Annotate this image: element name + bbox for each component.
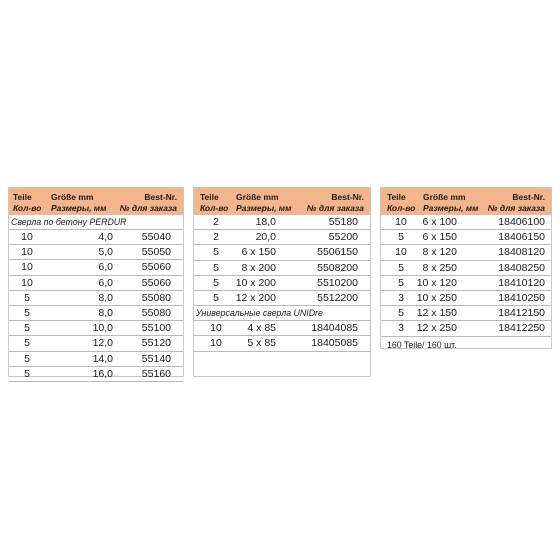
cell-size: 12 x 150 bbox=[416, 307, 457, 320]
cell-size: 5,0 bbox=[98, 246, 113, 259]
header-size-de: Größe mm bbox=[423, 192, 466, 202]
table-row bbox=[9, 336, 183, 351]
cell-size: 6,0 bbox=[98, 276, 113, 289]
cell-qty: 5 bbox=[213, 276, 219, 289]
cell-order-number: 55060 bbox=[141, 261, 171, 274]
header-qty-de: Teile bbox=[387, 192, 406, 202]
table-row bbox=[9, 291, 183, 306]
cell-order-number: 18404085 bbox=[311, 322, 358, 335]
cell-size: 6,0 bbox=[98, 261, 113, 274]
cell-order-number: 18408120 bbox=[498, 246, 545, 259]
table-row bbox=[9, 276, 183, 291]
table-header bbox=[381, 188, 551, 215]
table-row bbox=[194, 336, 370, 351]
table-row bbox=[9, 245, 183, 260]
cell-size: 12 x 200 bbox=[235, 291, 276, 304]
cell-order-number: 18408250 bbox=[498, 261, 545, 274]
cell-size: 10 x 250 bbox=[416, 291, 457, 304]
table-row bbox=[9, 352, 183, 367]
table-row bbox=[9, 260, 183, 275]
header-qty-de: Teile bbox=[13, 192, 32, 202]
cell-size: 12 x 250 bbox=[416, 322, 457, 335]
cell-order-number: 55160 bbox=[141, 367, 171, 380]
cell-qty: 3 bbox=[398, 291, 404, 304]
table-row bbox=[194, 276, 370, 291]
cell-qty: 10 bbox=[21, 246, 33, 259]
cell-size: 8 x 120 bbox=[422, 246, 457, 259]
cell-size: 4 x 85 bbox=[247, 322, 276, 335]
cell-order-number: 18406100 bbox=[498, 216, 545, 228]
cell-order-number: 18406150 bbox=[498, 231, 545, 244]
cell-qty: 2 bbox=[213, 216, 219, 228]
cell-order-number: 5510200 bbox=[317, 276, 358, 289]
cell-size: 8,0 bbox=[98, 306, 113, 319]
cell-size: 18,0 bbox=[255, 216, 276, 228]
table-row bbox=[381, 276, 551, 291]
cell-qty: 10 bbox=[210, 337, 222, 350]
cell-size: 10 x 120 bbox=[416, 276, 457, 289]
cell-order-number: 18405085 bbox=[311, 337, 358, 350]
cell-size: 8 x 200 bbox=[241, 261, 276, 274]
cell-order-number: 55140 bbox=[141, 352, 171, 365]
cell-size: 20,0 bbox=[255, 231, 276, 244]
header-size-de: Größe mm bbox=[236, 192, 279, 202]
cell-qty: 10 bbox=[395, 246, 407, 259]
cell-qty: 5 bbox=[24, 352, 30, 365]
header-size-ru: Размеры, мм bbox=[51, 203, 107, 213]
cell-order-number: 55100 bbox=[141, 322, 171, 335]
table-header bbox=[194, 188, 370, 215]
cell-order-number: 55050 bbox=[141, 246, 171, 259]
section-heading: Универсальные сверла UNIDre bbox=[194, 306, 370, 321]
cell-size: 4,0 bbox=[98, 231, 113, 243]
cell-order-number: 5512200 bbox=[317, 291, 358, 304]
header-order-ru: № для заказа bbox=[487, 203, 545, 213]
cell-qty: 5 bbox=[24, 291, 30, 304]
cell-size: 10,0 bbox=[92, 322, 113, 335]
cell-order-number: 55060 bbox=[141, 276, 171, 289]
cell-qty: 2 bbox=[213, 231, 219, 244]
cell-qty: 5 bbox=[398, 231, 404, 244]
cell-qty: 10 bbox=[21, 276, 33, 289]
table-panel-mixed-drills bbox=[193, 187, 371, 377]
header-order-ru: № для заказа bbox=[306, 203, 364, 213]
cell-qty: 3 bbox=[398, 322, 404, 335]
header-qty-ru: Кол-во bbox=[200, 203, 229, 213]
header-order-de: Best-Nr. bbox=[144, 192, 177, 202]
table-panel-unidre-drills bbox=[380, 187, 552, 349]
section-heading: Сверла по бетону PERDUR bbox=[9, 215, 183, 230]
cell-order-number: 18412250 bbox=[498, 322, 545, 335]
cell-order-number: 18412150 bbox=[498, 307, 545, 320]
table-row bbox=[381, 306, 551, 321]
table-row bbox=[9, 306, 183, 321]
cell-qty: 10 bbox=[21, 261, 33, 274]
header-size-ru: Размеры, мм bbox=[423, 203, 479, 213]
table-row bbox=[194, 215, 370, 230]
cell-qty: 5 bbox=[24, 367, 30, 380]
header-qty-ru: Кол-во bbox=[13, 203, 42, 213]
cell-order-number: 18410120 bbox=[498, 276, 545, 289]
cell-size: 14,0 bbox=[92, 352, 113, 365]
cell-size: 6 x 150 bbox=[241, 246, 276, 259]
table-row bbox=[194, 230, 370, 245]
cell-size: 8,0 bbox=[98, 291, 113, 304]
table-row bbox=[9, 321, 183, 336]
cell-qty: 10 bbox=[395, 216, 407, 228]
cell-qty: 5 bbox=[398, 261, 404, 274]
cell-order-number: 55080 bbox=[141, 306, 171, 319]
cell-qty: 5 bbox=[24, 322, 30, 335]
cell-qty: 10 bbox=[21, 231, 33, 243]
table-row bbox=[381, 245, 551, 260]
cell-size: 6 x 150 bbox=[422, 231, 457, 244]
table-row bbox=[381, 261, 551, 276]
table-row bbox=[194, 245, 370, 260]
table-row bbox=[194, 291, 370, 306]
cell-qty: 5 bbox=[213, 246, 219, 259]
cell-order-number: 55080 bbox=[141, 291, 171, 304]
cell-qty: 5 bbox=[213, 291, 219, 304]
table-row bbox=[381, 230, 551, 245]
cell-size: 5 x 85 bbox=[247, 337, 276, 350]
table-row bbox=[381, 291, 551, 306]
table-panel-concrete-drills bbox=[8, 187, 184, 380]
cell-qty: 5 bbox=[24, 337, 30, 350]
total-count: 160 Teile/ 160 шт. bbox=[387, 339, 457, 350]
cell-order-number: 5506150 bbox=[317, 246, 358, 259]
cell-size: 10 x 200 bbox=[235, 276, 276, 289]
table-row bbox=[381, 321, 551, 336]
table-row bbox=[9, 230, 183, 245]
cell-order-number: 5508200 bbox=[317, 261, 358, 274]
header-order-ru: № для заказа bbox=[119, 203, 177, 213]
cell-qty: 5 bbox=[398, 307, 404, 320]
cell-order-number: 18410250 bbox=[498, 291, 545, 304]
table-row bbox=[194, 321, 370, 336]
cell-order-number: 55200 bbox=[328, 231, 358, 244]
cell-size: 12,0 bbox=[92, 337, 113, 350]
cell-size: 8 x 250 bbox=[422, 261, 457, 274]
cell-qty: 5 bbox=[398, 276, 404, 289]
table-row bbox=[194, 261, 370, 276]
header-size-de: Größe mm bbox=[51, 192, 94, 202]
cell-order-number: 55120 bbox=[141, 337, 171, 350]
cell-qty: 10 bbox=[210, 322, 222, 335]
cell-size: 6 x 100 bbox=[422, 216, 457, 228]
cell-qty: 5 bbox=[24, 306, 30, 319]
cell-qty: 5 bbox=[213, 261, 219, 274]
table-row bbox=[381, 215, 551, 230]
table-header bbox=[9, 188, 183, 215]
header-order-de: Best-Nr. bbox=[512, 192, 545, 202]
header-size-ru: Размеры, мм bbox=[236, 203, 292, 213]
header-qty-de: Teile bbox=[200, 192, 219, 202]
header-qty-ru: Кол-во bbox=[387, 203, 416, 213]
cell-order-number: 55180 bbox=[328, 216, 358, 228]
cell-order-number: 55040 bbox=[141, 231, 171, 243]
cell-size: 16,0 bbox=[92, 367, 113, 380]
header-order-de: Best-Nr. bbox=[331, 192, 364, 202]
table-row bbox=[9, 367, 183, 382]
